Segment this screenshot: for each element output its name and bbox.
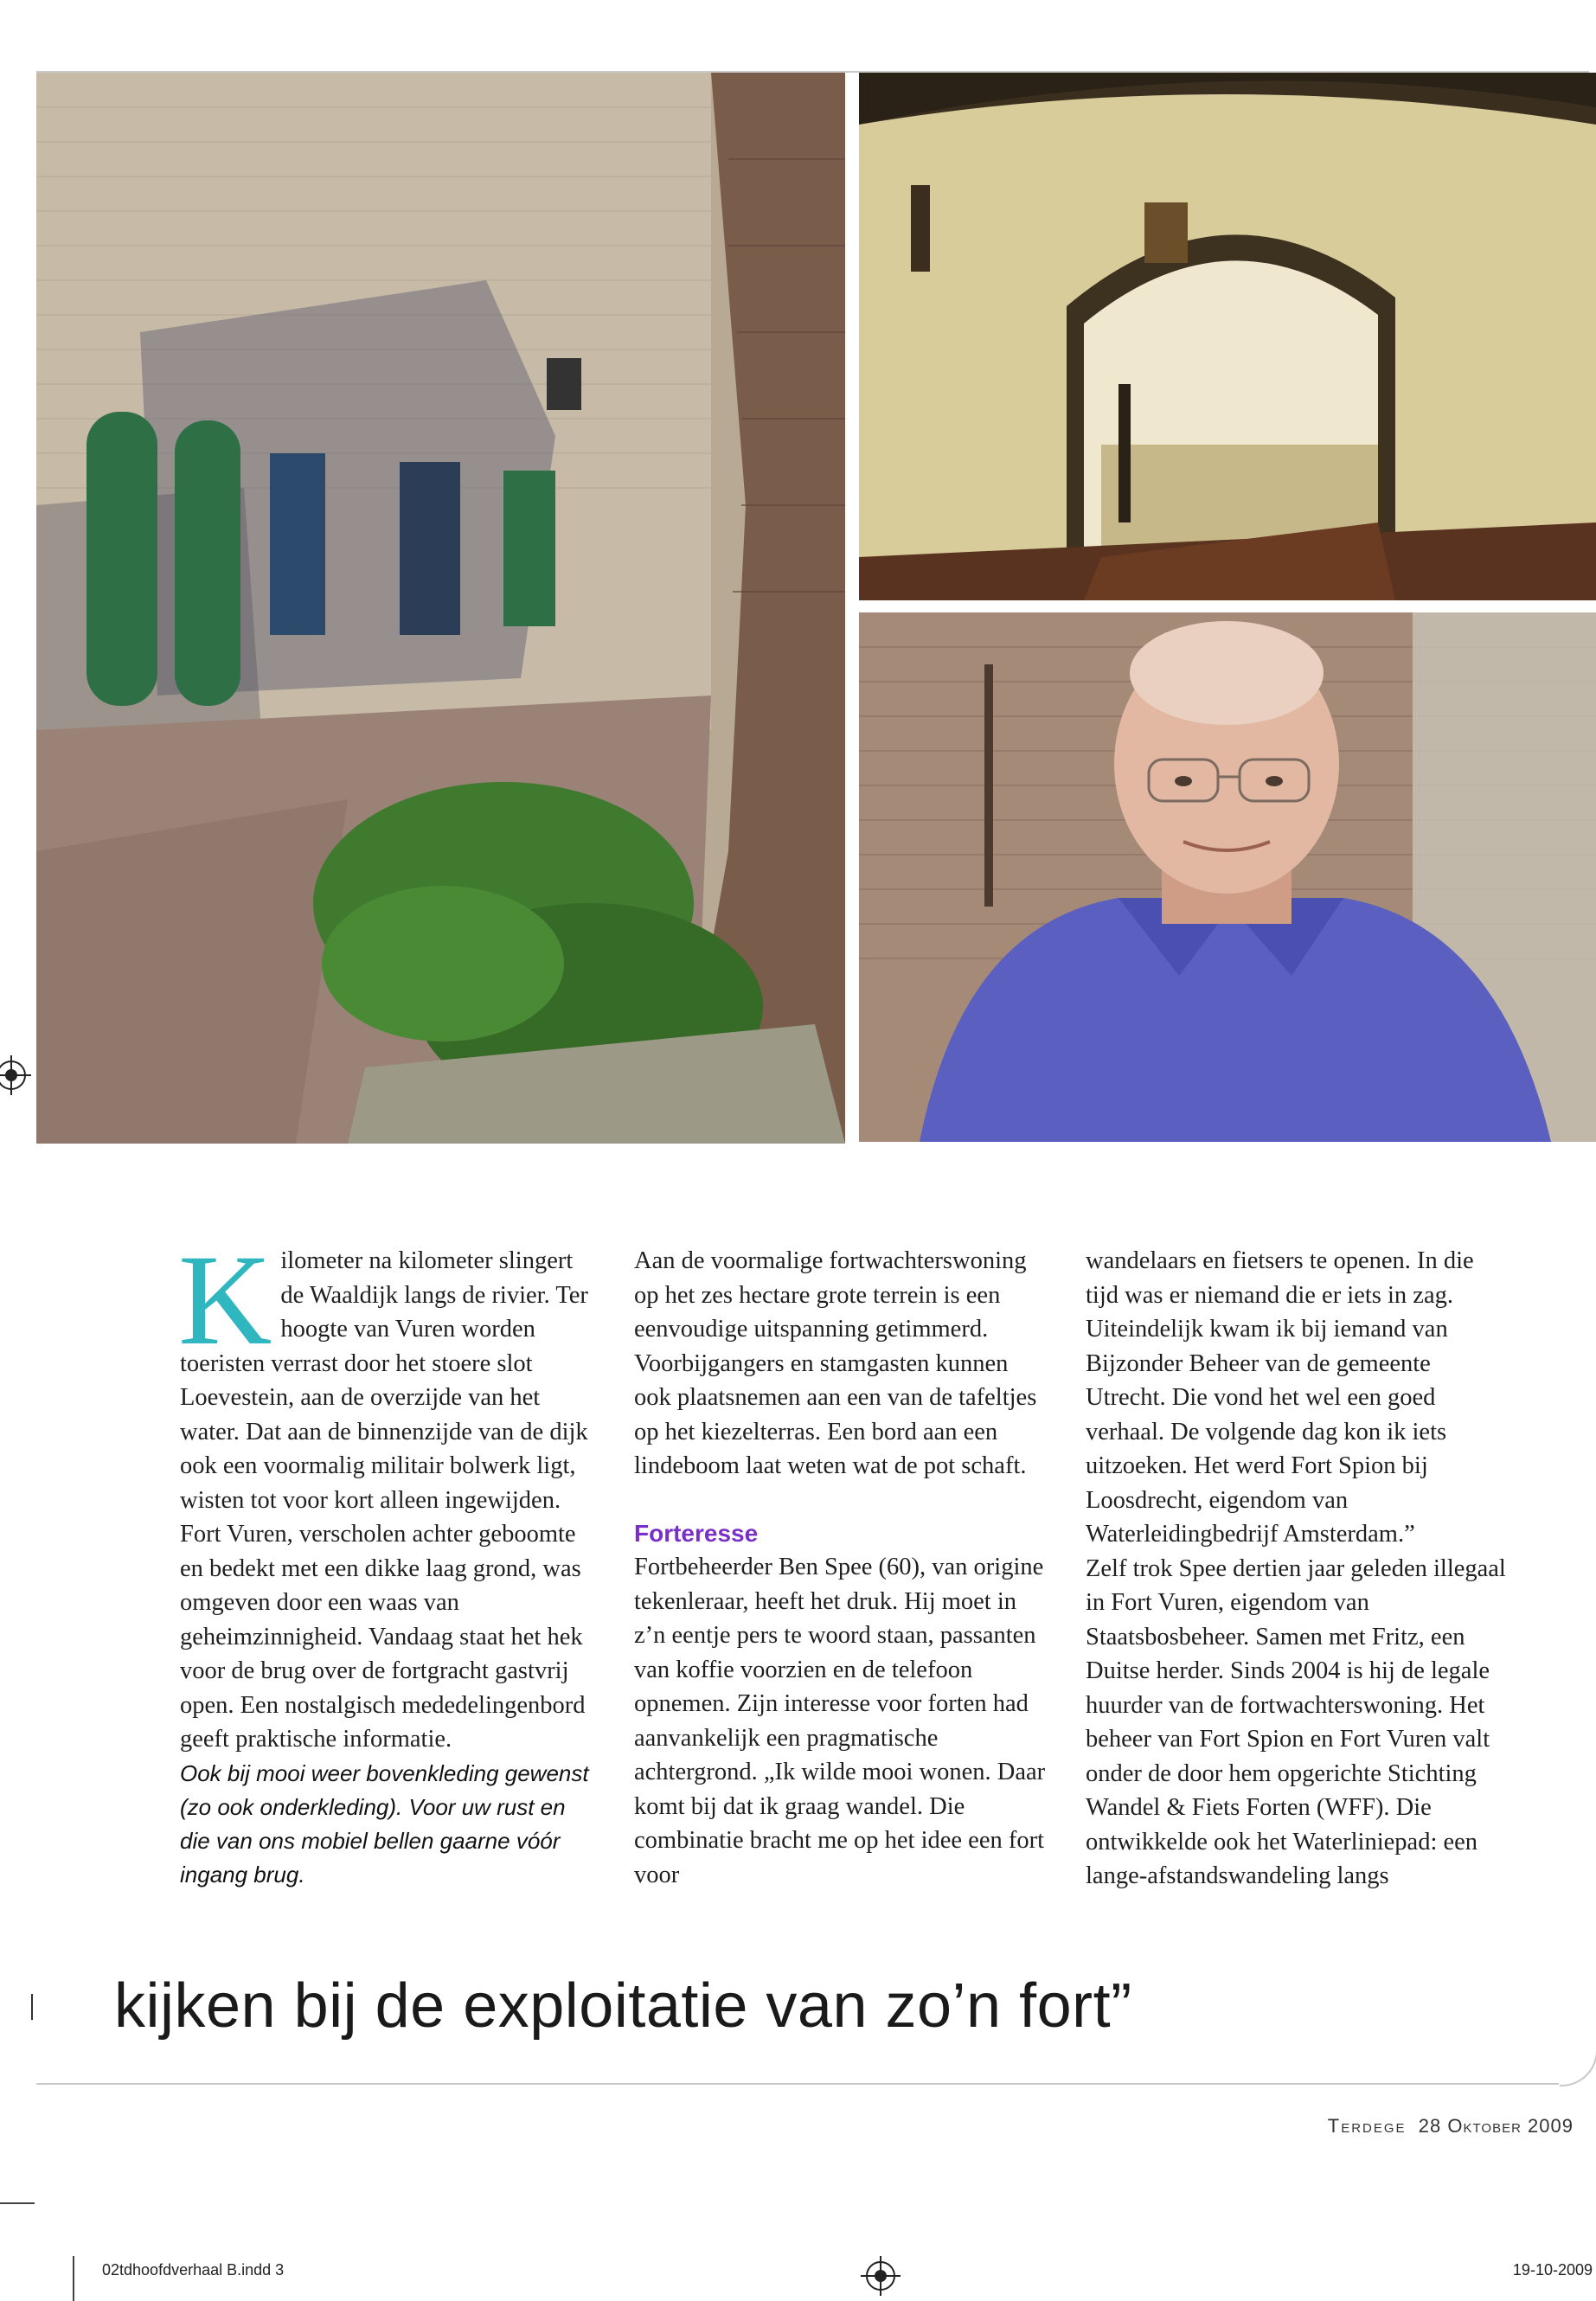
- issue-day: 28: [1418, 2115, 1442, 2137]
- photo-vaulted-corridor: [859, 73, 1596, 600]
- pull-quote-mark: [31, 1994, 38, 2020]
- issue-month: Oktober: [1447, 2115, 1522, 2137]
- issue-year: 2009: [1528, 2115, 1574, 2137]
- article-column-3: [1086, 1244, 1509, 1894]
- column-2-paragraph-2: Fortbeheerder Ben Spee (60), van origine tekenleraar, heeft het druk. Hij moet in z’n eentje pers te woord staan, passanten van koffie voorzien en de telefoon opnemen. Zijn interesse voor forten had aanvankelijk een pragmatische achtergrond. „Ik wilde mooi wonen. Daar komt bij dat ik graag wandel. Die combinatie bracht me op het idee een fort voor: [634, 1554, 1046, 1888]
- column-3-paragraph-2: Zelf trok Spee dertien jaar geleden illegaal in Fort Vuren, eigendom van Staatsbosbeheer. Samen met Fritz, een Duitse herder. Sinds 2004 is hij de legale huurder van de fortwachterswoning. Het beheer van Fort Spion en Fort Vuren valt onder de door hem opgerichte Stichting Wandel & Fiets Forten (WFF). Die ontwikkelde ook het Waterliniepad: een lange-afstandswandeling langs: [1086, 1554, 1506, 1889]
- vault-illustration: [859, 73, 1596, 600]
- courtyard-illustration: [36, 73, 845, 1144]
- column-2-paragraph-1: Aan de voormalige fortwachterswoning op het zes hectare grote terrein is een eenvoudige uitspanning getimmerd. Voorbijgangers en stamgasten kunnen ook plaatsnemen aan een van de tafeltjes op het kiezelterras. Een bord aan een lindeboom laat weten wat de pot schaft.: [634, 1247, 1037, 1479]
- intro-paragraph: [178, 1228, 597, 1757]
- pull-quote: kijken bij de exploitatie van zo’n fort”: [114, 1971, 1132, 2041]
- slug-filename: 02tdhoofdverhaal B.indd 3: [102, 2261, 285, 2279]
- registration-mark-bottom: [866, 2261, 895, 2291]
- article-column-1: [178, 1228, 597, 1892]
- slug-date: 19-10-2009: [1512, 2261, 1593, 2279]
- subheading-forteresse: Forteresse: [634, 1519, 759, 1547]
- intro-text: ilometer na kilometer slingert de Waaldijk langs de rivier. Ter hoogte van Vuren worden toeristen verrast door het stoere slot Loevestein, aan de overzijde van het water. Dat aan de binnenzijde van de dijk ook een voormalig militair bolwerk ligt, wisten tot voor kort alleen ingewijden. Fort Vuren, verscholen achter geboomte en bedekt met een dikke laag grond, was omgeven door een waas van geheimzinnigheid. Vandaag staat het hek voor de brug over de fortgracht gastvrij open. Een nostalgisch mededelingenbord geeft praktische informatie.: [180, 1247, 588, 1753]
- crop-mark-left: [0, 2202, 35, 2204]
- portrait-illustration: [859, 612, 1596, 1142]
- photo-portrait-ben-spee: [859, 612, 1596, 1142]
- crop-mark-bottom: [73, 2256, 74, 2301]
- bottom-corner-curve: [1560, 2048, 1596, 2086]
- photo-fort-courtyard: [36, 73, 845, 1144]
- column-3-paragraph-1: wandelaars en fietsers te openen. In die tijd was er niemand die er iets in zag. Uiteindelijk kwam ik bij iemand van Bijzonder Beheer van de gemeente Utrecht. Die vond het wel een goed verhaal. De volgende dag kon ik iets uitzoeken. Het werd Fort Spion bij Loosdrecht, eigendom van Waterleidingbedrijf Amsterdam.”: [1086, 1247, 1474, 1548]
- magazine-name: Terdege: [1327, 2115, 1407, 2137]
- bottom-frame-rule: [36, 2083, 1559, 2085]
- sign-quote: Ook bij mooi weer bovenkleding gewenst (zo ook onderkleding). Voor uw rust en die van ons mobiel bellen gaarne vóór ingang brug.: [180, 1759, 589, 1888]
- registration-mark-left: [0, 1061, 26, 1090]
- drop-cap: K: [178, 1228, 272, 1372]
- article-column-2: [634, 1244, 1048, 1892]
- page-footer: [1328, 2115, 1574, 2138]
